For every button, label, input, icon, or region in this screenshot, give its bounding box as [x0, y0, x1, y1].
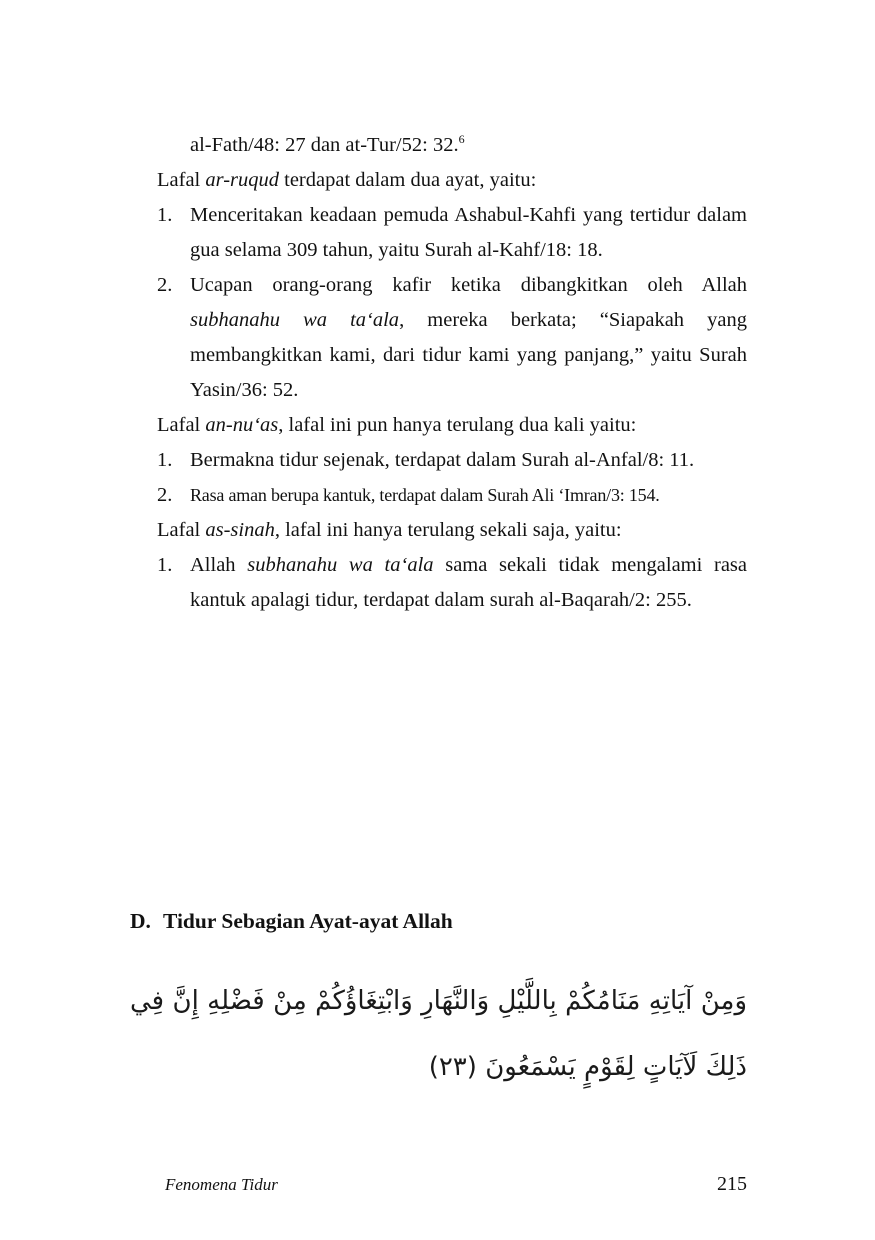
text-segment: sama sekali tidak mengalami rasa kantuk apalagi tidur, terdapat dalam surah al-Baqarah/2: 255.	[190, 554, 748, 611]
section-heading	[130, 906, 747, 936]
section-title: Tidur Sebagian Ayat-ayat Allah	[163, 909, 453, 933]
italic-term-an-nuas: an-nu‘as	[205, 414, 279, 436]
item-text	[190, 268, 747, 408]
text-segment: , lafal ini hanya terulang sekali saja, yaitu:	[274, 519, 622, 541]
item-text: Bermakna tidur sejenak, terdapat dalam Surah al-Anfal/8: 11.	[190, 449, 695, 471]
arabic-verse: وَمِنْ آيَاتِهِ مَنَامُكُمْ بِاللَّيْلِ وَالنَّهَارِ وَابْتِغَاؤُكُمْ مِنْ فَضْلِهِ إِنَّ فِي ذَلِكَ لَآيَاتٍ لِقَوْمٍ يَسْمَعُونَ (٢٣)	[130, 986, 747, 1082]
paragraph-lafal-as-sinah	[157, 513, 747, 548]
list-item-ruqud-2	[157, 268, 747, 408]
italic-term-subhanahu: subhanahu wa ta‘ala	[247, 554, 434, 576]
item-text: Rasa aman berupa kantuk, terdapat dalam Surah Ali ‘Imran/3: 154.	[190, 485, 660, 505]
list-item-nuas-2	[157, 478, 747, 513]
list-item-ruqud-1	[157, 198, 747, 268]
footer-page-number: 215	[717, 1173, 747, 1195]
text-segment: Ucapan orang-orang kafir ketika dibangkitkan oleh Allah	[190, 274, 747, 296]
text-segment: , mereka berkata; “Siapakah yang membangkitkan kami, dari tidur kami yang panjang,” yaitu Surah Yasin/36: 52.	[190, 309, 747, 401]
footnote-reference: 6	[458, 132, 465, 147]
item-number: 1.	[157, 449, 173, 471]
item-text	[190, 548, 747, 618]
italic-term-subhanahu: subhanahu wa ta‘ala	[190, 309, 400, 331]
italic-term-as-sinah: as-sinah	[205, 519, 275, 541]
paragraph-lafal-an-nuas	[157, 408, 747, 443]
item-number: 2.	[157, 274, 173, 296]
text-segment: Lafal	[157, 519, 206, 541]
text-segment: Lafal	[157, 414, 206, 436]
list-item-sinah-1	[157, 548, 747, 618]
text-segment: terdapat dalam dua ayat, yaitu:	[279, 169, 537, 191]
footer-book-title: Fenomena Tidur	[165, 1175, 278, 1194]
main-text-block	[157, 128, 747, 618]
text-segment: , lafal ini pun hanya terulang dua kali yaitu:	[278, 414, 637, 436]
section-letter: D.	[130, 909, 151, 933]
item-number: 2.	[157, 484, 173, 506]
verse-reference-text: al-Fath/48: 27 dan at-Tur/52: 32.	[190, 134, 459, 156]
text-segment: Allah	[190, 554, 248, 576]
item-number: 1.	[157, 204, 173, 226]
list-item-nuas-1	[157, 443, 747, 478]
continuation-line	[157, 128, 747, 163]
text-segment: Lafal	[157, 169, 206, 191]
item-text: Menceritakan keadaan pemuda Ashabul-Kahfi yang tertidur dalam gua selama 309 tahun, yaitu Surah al-Kahf/18: 18.	[190, 204, 747, 261]
paragraph-lafal-ar-ruqud	[157, 163, 747, 198]
item-number: 1.	[157, 554, 173, 576]
italic-term-ar-ruqud: ar-ruqud	[205, 169, 279, 191]
